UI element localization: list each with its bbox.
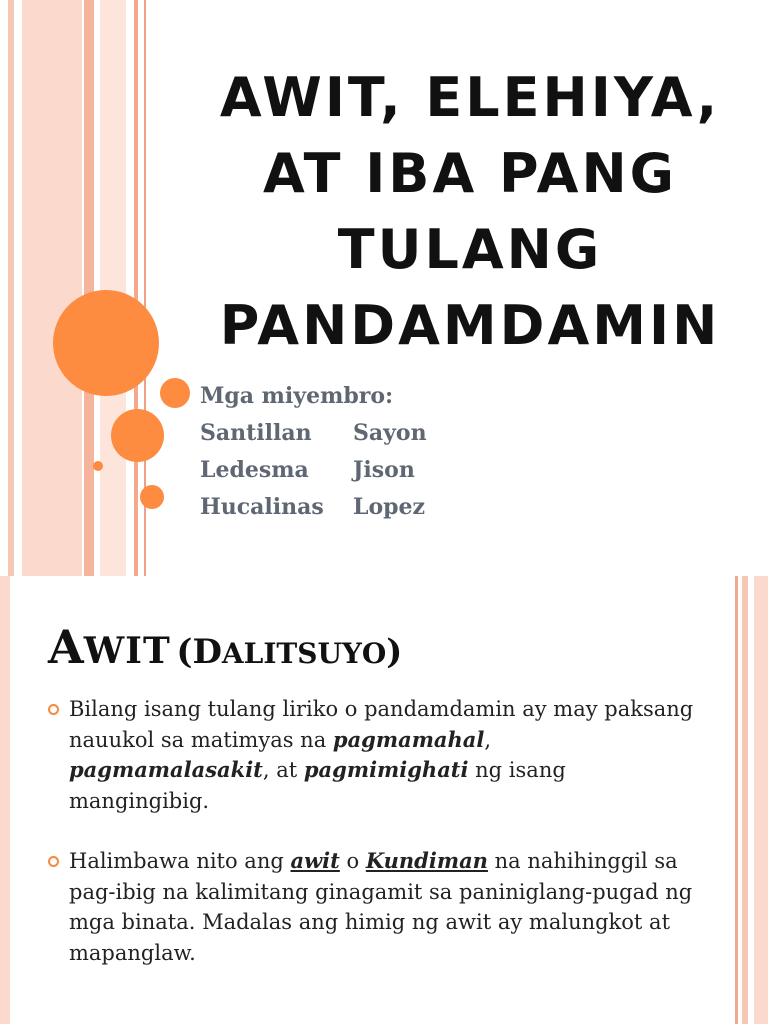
bullet-text: na nahihinggil sa pag-ibig na kalimitang ginagamit sa paniniglang-pugad ng mga binata. Madalas ang himig ng awit ay malungkot at mapanglaw.: [69, 849, 693, 965]
slide-heading: [48, 620, 402, 674]
bullet-text: , at: [262, 758, 304, 782]
heading-paren: (: [176, 632, 193, 672]
member-name: Jison: [353, 457, 415, 483]
bullet-list: [45, 694, 695, 998]
slide-title: [190, 60, 750, 364]
member-name: Hucalinas: [200, 494, 324, 520]
member-name: Sayon: [353, 420, 427, 446]
bullet-text: Bilang isang tulang liriko o pandamdamin ay may paksang nauukol sa matimyas na: [69, 697, 694, 752]
decorative-stripe: [0, 576, 10, 1024]
bullet-text: Halimbawa nito ang: [69, 849, 291, 873]
heading-letter: D: [192, 632, 222, 672]
decorative-stripes: [0, 0, 150, 576]
heading-paren: ): [386, 632, 403, 672]
content-slide: [0, 576, 768, 1024]
decorative-stripes: [728, 576, 768, 1024]
emphasis-text: pagmimighati: [303, 757, 469, 782]
decorative-circle: [160, 378, 190, 408]
member-row: [200, 415, 427, 452]
decorative-circle: [93, 461, 103, 471]
title-line: PANDAMDAMIN: [219, 294, 721, 357]
bullet-item: [45, 846, 695, 968]
member-name: Lopez: [353, 494, 426, 520]
emphasis-text: Kundiman: [365, 848, 488, 873]
emphasis-text: pagmamalasakit: [69, 757, 263, 782]
bullet-circle-icon: [48, 704, 59, 715]
bullet-circle-icon: [48, 856, 59, 867]
emphasis-text: pagmamahal: [332, 726, 485, 752]
bullet-item: [45, 694, 695, 816]
member-row: [200, 452, 427, 489]
emphasis-text: awit: [290, 848, 340, 873]
title-line: AWIT, ELEHIYA,: [219, 66, 721, 129]
bullet-text: ,: [484, 727, 492, 752]
bullet-text: o: [339, 849, 366, 873]
member-name: Ledesma: [200, 457, 309, 483]
decorative-circle: [53, 290, 159, 396]
decorative-circle: [111, 409, 164, 462]
heading-letter: A: [48, 620, 84, 674]
member-row: [200, 489, 427, 526]
member-name: Santillan: [200, 420, 312, 446]
bullet-text: ng isang mangingibig.: [69, 758, 566, 813]
members-list: [200, 378, 427, 526]
title-line: TULANG: [337, 218, 603, 281]
members-label: Mga miyembro:: [200, 383, 394, 409]
decorative-circle: [140, 485, 164, 509]
title-line: AT IBA PANG: [262, 142, 677, 205]
heading-text: ALITSUYO: [221, 637, 387, 670]
heading-text: WIT: [83, 630, 171, 672]
